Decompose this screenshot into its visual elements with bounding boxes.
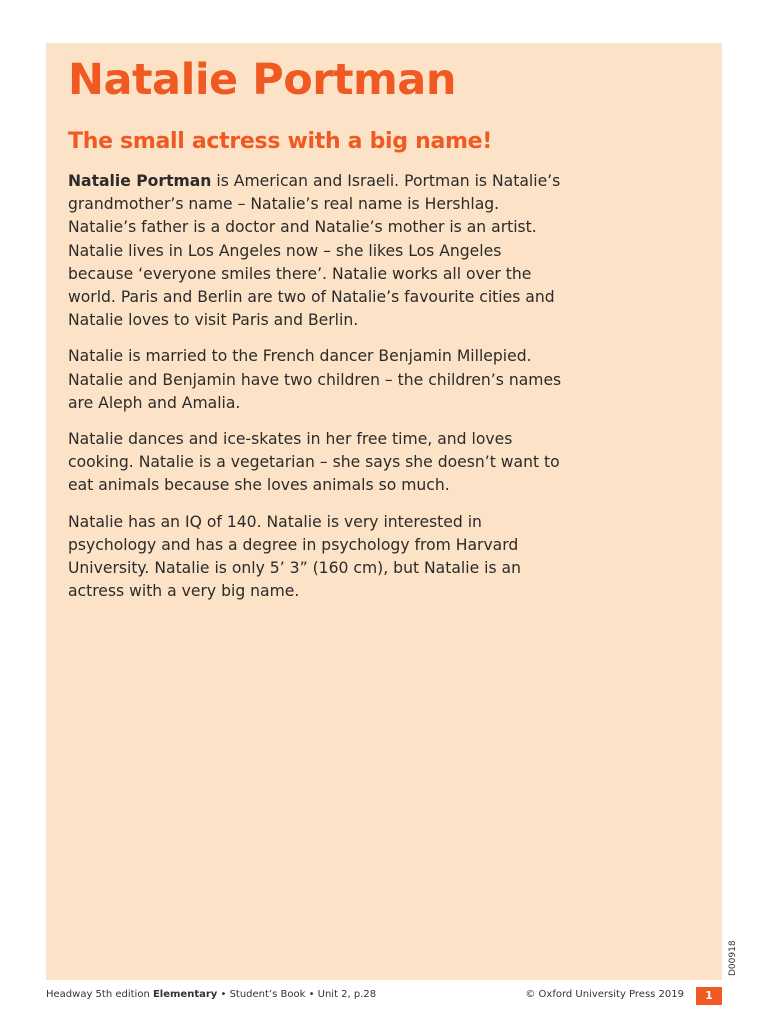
article-title: Natalie Portman [68, 55, 456, 105]
footer-book-reference [46, 989, 376, 1000]
paragraph-3: Natalie dances and ice-skates in her free time, and loves cooking. Natalie is a vegetarian – she says she doesn’t want to eat animals because she loves animals so much. [68, 430, 560, 495]
footer-copyright: © Oxford University Press 2019 [525, 989, 684, 1000]
paragraph-1-lead: Natalie Portman [68, 172, 212, 190]
footer-book-level: Elementary [152, 989, 218, 1000]
paragraph-1-text: is American and Israeli. Portman is Natalie’s grandmother’s name – Natalie’s real name is Hershlag. Natalie’s father is a doctor and Natalie’s mother is an artist. Natalie lives in Los Angeles now – she likes Los Angeles because ‘everyone smiles there’. Natalie works all over the world. Paris and Berlin are two of Natalie’s favourite cities and Natalie loves to visit Paris and Berlin. [68, 172, 561, 330]
footer-book-prefix: Headway 5th edition [46, 989, 153, 1000]
paragraph-2: Natalie is married to the French dancer Benjamin Millepied. Natalie and Benjamin have two children – the children’s names are Aleph and Amalia. [68, 347, 562, 412]
article-body [68, 170, 568, 616]
paragraph-1 [68, 170, 568, 332]
footer-book-suffix: • Student’s Book • Unit 2, p.28 [217, 989, 377, 1000]
document-code: D00918 [728, 940, 738, 976]
paragraph-4: Natalie has an IQ of 140. Natalie is very interested in psychology and has a degree in psychology from Harvard University. Natalie is only 5’ 3” (160 cm), but Natalie is an actress with a very big name. [68, 512, 521, 601]
page-number-badge: 1 [696, 987, 722, 1005]
article-subtitle: The small actress with a big name! [68, 129, 492, 154]
